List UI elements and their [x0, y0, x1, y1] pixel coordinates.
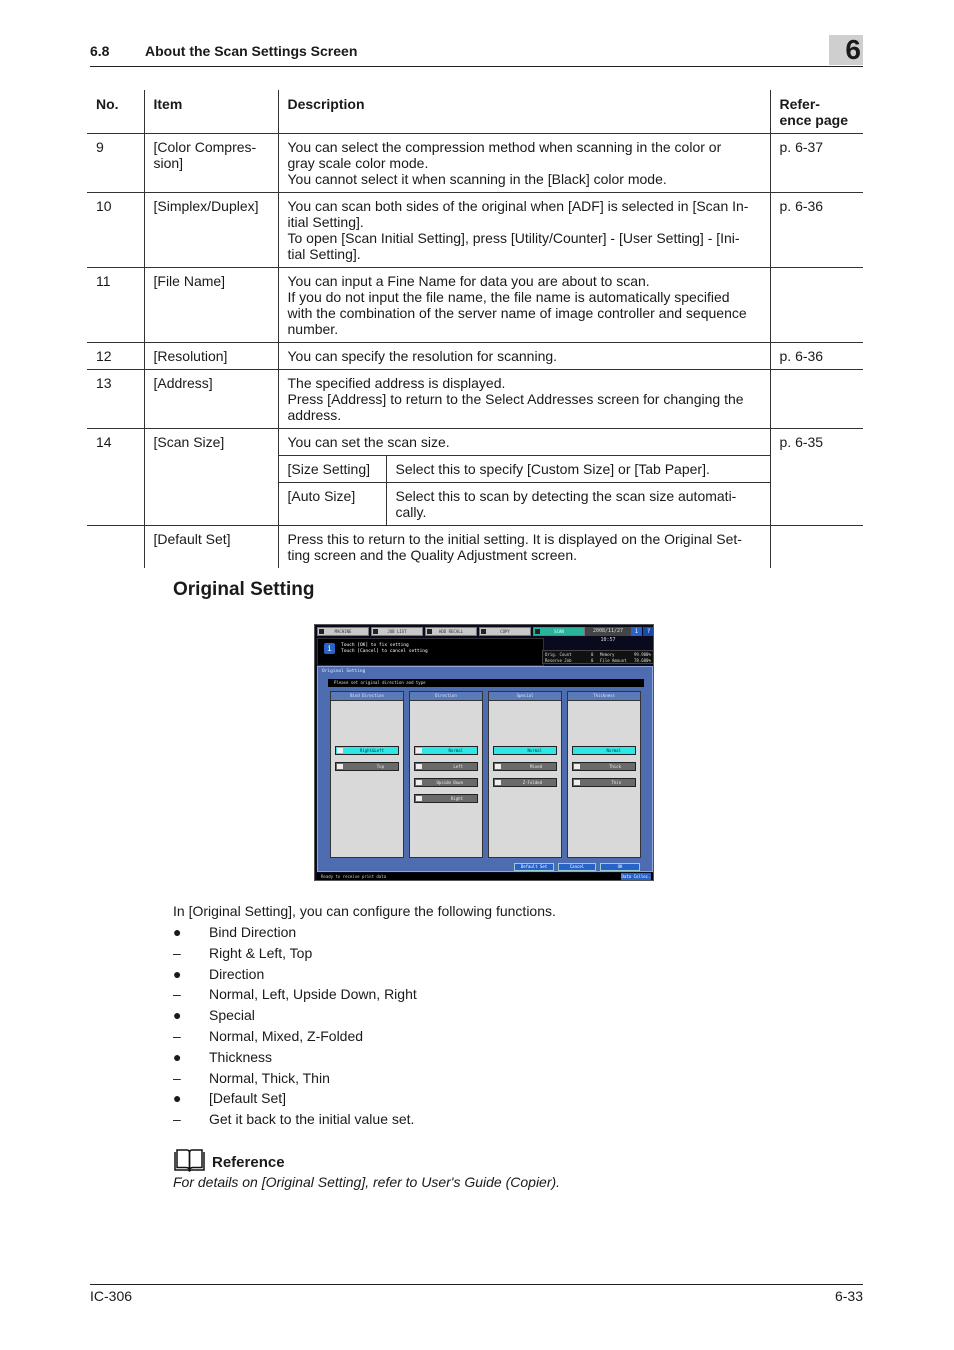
column-title: Bind Direction	[331, 692, 403, 701]
table-header-row	[87, 90, 863, 134]
row-description: Press this to return to the initial setting. It is displayed on the Original Set- ting screen and the Quality Adjustment screen.	[278, 526, 770, 569]
letter-a-icon	[416, 748, 422, 753]
table-row	[87, 526, 863, 569]
section-title: About the Scan Settings Screen	[145, 43, 358, 59]
row-no: 11	[96, 273, 111, 289]
row-item: [Address]	[144, 370, 278, 429]
reference-title: Reference	[212, 1154, 285, 1171]
memory-value: 99.980%	[634, 652, 651, 657]
col-header-no: No.	[96, 96, 119, 112]
table-row	[87, 193, 863, 268]
manual-code: IC-306	[90, 1288, 133, 1304]
clock: 2008/11/27 10:57	[585, 627, 631, 636]
page-footer	[90, 1284, 863, 1304]
orig-count-label: Orig. Count	[545, 652, 572, 657]
instruction-bar: Please set original direction and type	[328, 679, 644, 687]
list-item: – Normal, Mixed, Z-Folded	[173, 1027, 364, 1044]
message-line-2: Touch [Cancel] to cancel setting	[341, 649, 428, 654]
book-icon	[337, 764, 343, 769]
function-list	[173, 924, 673, 1132]
column-title: Thickness	[568, 692, 640, 701]
special-normal-button[interactable]: Normal	[493, 746, 557, 755]
row-page: p. 6-35	[770, 429, 863, 526]
orig-count: 0	[591, 652, 594, 657]
direction-normal-button[interactable]: Normal	[414, 746, 478, 755]
table-row	[87, 429, 863, 456]
tab-machine[interactable]: MACHINE	[317, 627, 369, 636]
row-page	[770, 526, 863, 569]
thickness-column	[567, 691, 641, 858]
row-no: 13	[96, 375, 112, 391]
ok-button[interactable]: OK	[600, 863, 640, 871]
direction-upside-down-button[interactable]: Upside Down	[414, 778, 478, 787]
row-page: p. 6-36	[770, 343, 863, 370]
list-item: – Normal, Left, Upside Down, Right	[173, 986, 417, 1003]
row-item: [Resolution]	[144, 343, 278, 370]
cancel-button[interactable]: Cancel	[558, 863, 596, 871]
message-area	[317, 638, 544, 666]
reference-text: For details on [Original Setting], refer to User's Guide (Copier).	[173, 1174, 561, 1190]
message-line-1: Touch [OK] to fix setting	[341, 643, 409, 648]
tab-hdd-recall[interactable]: HDD RECALL	[425, 627, 477, 636]
file-amount-label: File Amount	[600, 658, 627, 663]
original-setting-window	[317, 666, 653, 872]
special-mixed-button[interactable]: Mixed	[493, 762, 557, 771]
status-text: Ready to receive print data	[321, 874, 387, 879]
section-number: 6.8	[90, 43, 110, 59]
rotate-left-icon	[416, 764, 422, 769]
subrow-text: Select this to specify [Custom Size] or [Tab Paper].	[386, 456, 770, 483]
machine-icon	[319, 629, 324, 634]
hdd-icon	[427, 629, 432, 634]
list-item: ● Special	[173, 1007, 255, 1024]
thickness-thin-button[interactable]: Thin	[572, 778, 636, 787]
row-description: You can input a Fine Name for data you are about to scan. If you do not input the file name, the file name is automatically specified with the combination of the server name of image controller and sequence number.	[278, 268, 770, 343]
col-header-description: Description	[278, 90, 770, 134]
info-icon[interactable]: i	[631, 627, 642, 636]
intro-text: In [Original Setting], you can configure the following functions.	[173, 903, 556, 919]
row-description: You can scan both sides of the original when [ADF] is selected in [Scan In- itial Setting]. To open [Scan Initial Setting], press [Utility/Counter] - [User Setting] - [Ini- tial Setting].	[278, 193, 770, 268]
list-item: ● [Default Set]	[173, 1090, 287, 1107]
direction-column	[409, 691, 483, 858]
reserve-job: 0	[591, 658, 594, 663]
bind-top-button[interactable]: Top	[335, 762, 399, 771]
window-title: Original Setting	[322, 669, 366, 674]
thickness-normal-button[interactable]: Normal	[572, 746, 636, 755]
list-item: ● Direction	[173, 965, 265, 982]
book-icon	[337, 748, 343, 753]
list-item: – Normal, Thick, Thin	[173, 1069, 330, 1086]
row-page	[770, 370, 863, 429]
row-no: 14	[87, 429, 144, 526]
rotate-right-icon	[416, 796, 422, 801]
col-header-item: Item	[144, 90, 278, 134]
memory-label: Memory	[600, 652, 615, 657]
row-page: p. 6-36	[770, 193, 863, 268]
tab-job-list[interactable]: JOB LIST	[371, 627, 423, 636]
row-item: [Color Compres- sion]	[144, 134, 278, 193]
page-number: 6-33	[834, 1288, 863, 1304]
column-title: Special	[489, 692, 561, 701]
list-item: ● Bind Direction	[173, 924, 297, 940]
paper-icon	[574, 780, 580, 785]
row-item: [Simplex/Duplex]	[144, 193, 278, 268]
job-list-icon	[373, 629, 378, 634]
table-row	[87, 268, 863, 343]
row-item: [Scan Size]	[144, 429, 278, 526]
row-page	[770, 268, 863, 343]
table-row	[87, 370, 863, 429]
tab-copy[interactable]: COPY	[479, 627, 531, 636]
special-z-folded-button[interactable]: Z-Folded	[493, 778, 557, 787]
bind-right-left-button[interactable]: Right&Left	[335, 746, 399, 755]
row-no: 10	[96, 198, 112, 214]
direction-left-button[interactable]: Left	[414, 762, 478, 771]
row-description: You can select the compression method when scanning in the color or gray scale color mode. You cannot select it when scanning in the [Black] color mode.	[278, 134, 770, 193]
row-description: You can set the scan size.	[278, 429, 770, 456]
subrow-label: [Size Setting]	[278, 456, 386, 483]
z-fold-icon	[495, 780, 501, 785]
chapter-badge: 6	[829, 35, 863, 65]
subrow-text: Select this to scan by detecting the scan size automati- cally.	[386, 483, 770, 526]
paper-icon	[574, 764, 580, 769]
list-item: – Get it back to the initial value set.	[173, 1111, 415, 1128]
data-collection-indicator: Data Collec.	[621, 874, 651, 879]
tab-scan[interactable]: SCAN	[533, 627, 585, 636]
mixed-pages-icon	[495, 764, 501, 769]
special-column	[488, 691, 562, 858]
bind-direction-column	[330, 691, 404, 858]
scan-icon	[535, 629, 540, 634]
original-setting-heading: Original Setting	[173, 579, 315, 600]
status-bar	[317, 873, 653, 880]
settings-table	[87, 90, 863, 568]
row-item: [Default Set]	[144, 526, 278, 569]
thickness-thick-button[interactable]: Thick	[572, 762, 636, 771]
copy-icon	[481, 629, 486, 634]
original-setting-screenshot	[314, 624, 654, 881]
row-no	[87, 526, 144, 569]
file-amount: 78.680%	[634, 658, 651, 663]
upside-down-icon	[416, 780, 422, 785]
row-no: 12	[96, 348, 112, 364]
list-item: ● Thickness	[173, 1048, 273, 1065]
row-page: p. 6-37	[770, 134, 863, 193]
info-icon: i	[324, 643, 335, 654]
table-row	[87, 134, 863, 193]
col-header-reference: Refer- ence page	[770, 90, 863, 134]
help-icon[interactable]: ?	[643, 627, 654, 636]
status-counters	[542, 650, 654, 664]
row-no: 9	[96, 139, 104, 155]
column-title: Direction	[410, 692, 482, 701]
page-header	[90, 34, 863, 67]
screen-tabs	[317, 627, 653, 643]
row-description: The specified address is displayed. Press [Address] to return to the Select Addresses screen for changing the address.	[278, 370, 770, 429]
list-item: – Right & Left, Top	[173, 944, 313, 961]
default-set-button[interactable]: Default Set	[514, 863, 554, 871]
subrow-label: [Auto Size]	[278, 483, 386, 526]
direction-right-button[interactable]: Right	[414, 794, 478, 803]
book-icon	[173, 1148, 206, 1172]
reserve-job-label: Reserve Job	[545, 658, 572, 663]
row-item: [File Name]	[144, 268, 278, 343]
table-row	[87, 343, 863, 370]
row-description: You can specify the resolution for scanning.	[278, 343, 770, 370]
